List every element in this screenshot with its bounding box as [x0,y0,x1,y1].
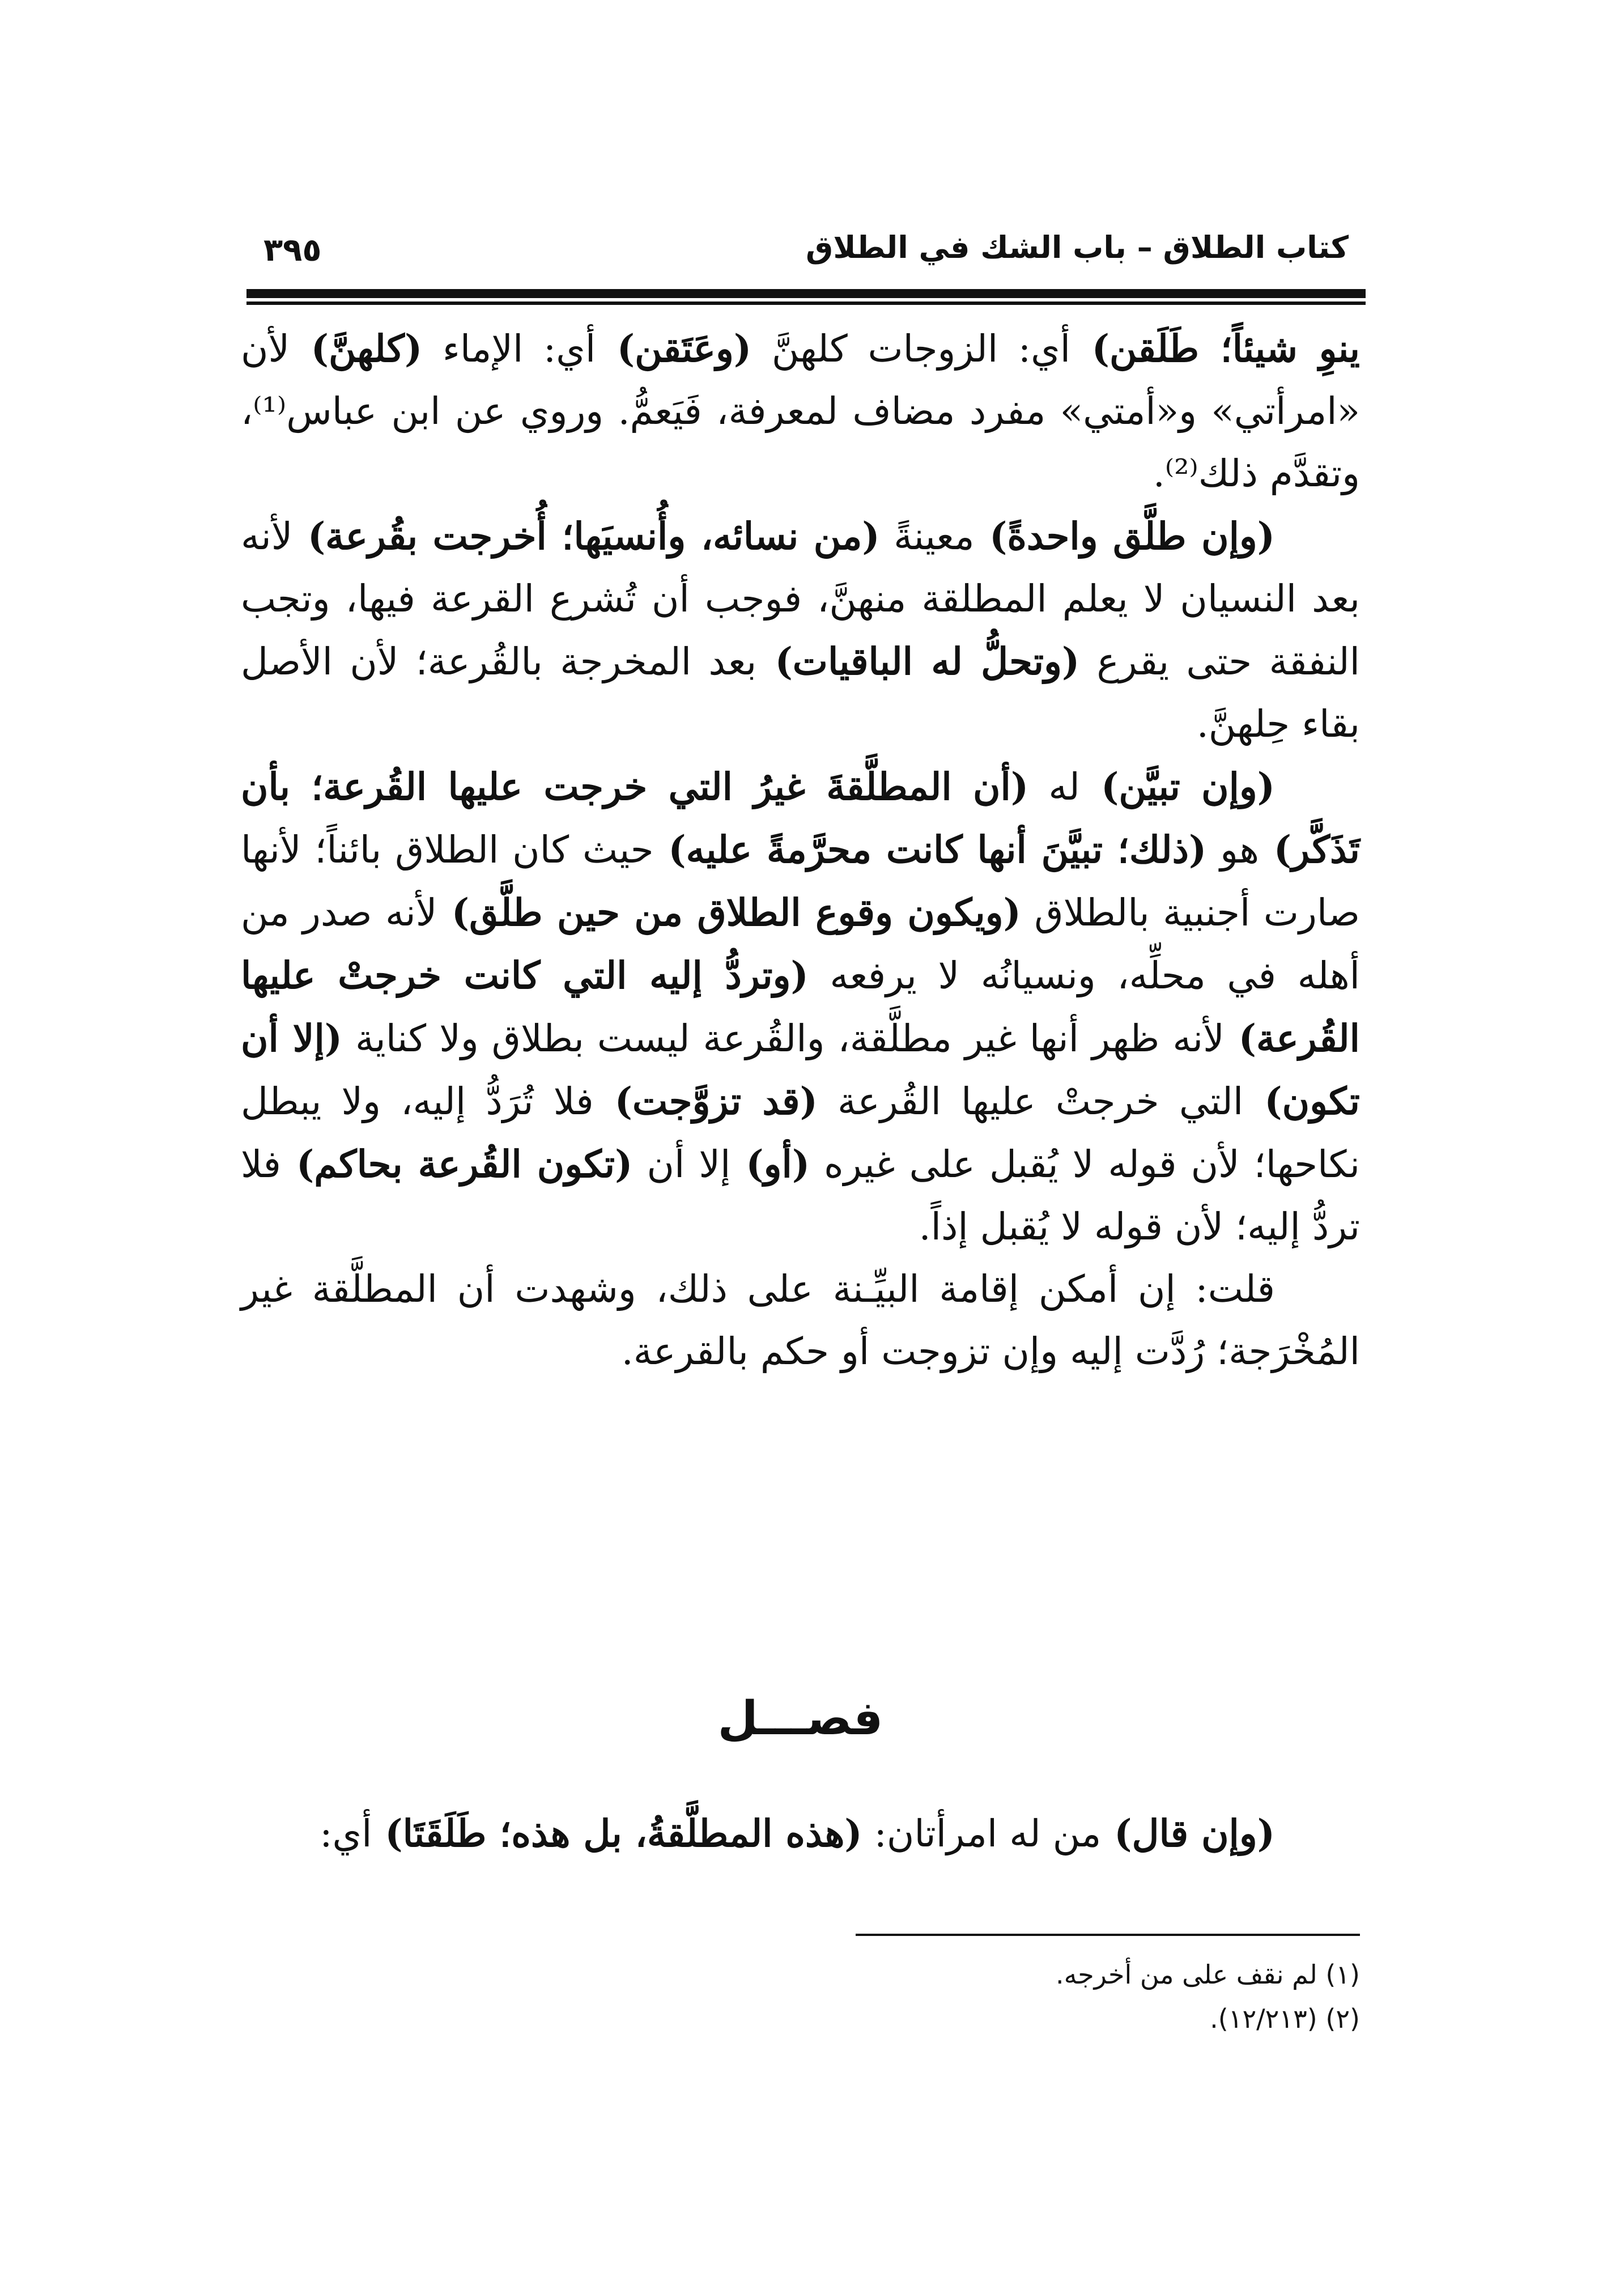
paragraph-2 [241,505,1360,755]
running-title: كتاب الطلاق – باب الشك في الطلاق [806,230,1349,265]
text-segment: هو [1206,828,1260,872]
text-segment: فلا تردُّ إليه؛ لأن قوله لا يُقبل إذاً. [241,1143,1360,1249]
text-segment: (أن المطلَّقةَ غيرُ التي خرجت عليها القُرعة؛ بأن تَذَكَّر) [241,765,1360,872]
text-segment: لأنه صدر من أهله في محلِّه، ونسيانُه لا يرفعه [241,891,1360,997]
text-segment: لأنه بعد النسيان لا يعلم المطلقة منهنَّ، فوجب أن تُشرع القرعة فيها، وتجب النفقة حتى يقرع [241,515,1360,683]
header-rule-thick [246,289,1366,298]
text-segment: (وإن طلَّق واحدةً) [974,514,1276,558]
text-segment: حيث كان الطلاق بائناً؛ لأنها صارت أجنبية بالطلاق [241,828,1360,935]
text-segment: بعد المخرجة بالقُرعة؛ لأن الأصل بقاء حِلهنَّ. [241,640,1360,746]
closing-paragraph-wrapper [241,1802,1360,1865]
paragraph-3 [241,755,1360,1258]
text-segment: من له امرأتان: [862,1812,1102,1855]
main-text [241,317,1360,1383]
text-segment: (تكون القُرعة بحاكم) [280,1142,633,1186]
text-segment: أي: [320,1812,372,1855]
footnote-text: لم نقف على من أخرجه. [1055,1959,1317,1990]
text-segment: (أو) [730,1142,810,1186]
footnote-2 [737,1997,1360,2041]
text-segment: فلا تُرَدُّ إليه، ولا يبطل نكاحها؛ لأن قوله لا يُقبل على غيره [241,1080,1360,1186]
footnote-text: (١٢/٢١٣). [1210,2003,1317,2034]
text-segment: إلا أن [632,1143,731,1186]
text-segment: (من نسائه، وأُنسيَها؛ أُخرجت بقُرعة) [292,514,880,558]
text-segment: أي: الإماء [422,327,596,371]
header-rule-thin [246,302,1366,305]
paragraph-4 [241,1258,1360,1383]
closing-paragraph [241,1802,1360,1865]
text-segment: (وإن قال) [1101,1811,1275,1855]
section-heading: فصـــل [717,1692,883,1746]
text-segment: له [1028,765,1080,809]
footnotes [737,1952,1360,2041]
paragraph-1 [241,317,1360,505]
text-segment: لأنه ظهر أنها غير مطلَّقة، والقُرعة ليست بطلاق ولا كناية [342,1017,1225,1060]
text-segment: لأن «امرأتي» و«أمتي» مفرد مضاف لمعرفة، فَيَعمُّ. وروي عن ابن عباس⁽¹⁾، وتقدَّم ذلك⁽²⁾. [241,327,1360,495]
footnote-1 [737,1952,1360,1997]
running-head [246,224,1366,286]
text-segment: أي: الزوجات كلهنَّ [751,327,1071,371]
text-segment: قلت: إن أمكن إقامة البيِّـنة على ذلك، وشهدت أن المطلَّقة غير المُخْرَجة؛ رُدَّت إليه وإن تزوجت أو حكم بالقرعة. [241,1267,1360,1373]
text-segment: التي خرجتْ عليها القُرعة [817,1080,1244,1123]
text-segment: (وعَتَقن) [596,326,752,371]
text-segment: (وتحلُّ له الباقيات) [756,639,1080,683]
text-segment: (هذه المطلَّقةُ، بل هذه؛ طَلَقَتَا) [372,1811,862,1855]
text-segment: (قد تزوَّجت) [593,1079,818,1123]
text-segment: (ذلك؛ تبيَّنَ أنها كانت محرَّمةً عليه) [653,827,1207,872]
footnote-marker: (١) [1325,1959,1360,1990]
text-segment: (إلا أن تكون) [241,1016,1360,1123]
footnote-marker: (٢) [1325,2003,1360,2034]
text-segment: (وتردُّ إليه التي كانت خرجتْ عليها القُرعة) [241,953,1360,1060]
text-segment: ينوِ شيئاً؛ طَلَقن) [1070,326,1360,371]
text-segment: معينةً [879,515,975,558]
text-segment: (كلهنَّ) [290,326,423,371]
text-segment: (وإن تبيَّن) [1079,765,1276,809]
footnote-separator [856,1934,1360,1936]
text-segment: (ويكون وقوع الطلاق من حين طلَّق) [437,890,1021,935]
page-number: ٣٩٥ [263,232,322,269]
